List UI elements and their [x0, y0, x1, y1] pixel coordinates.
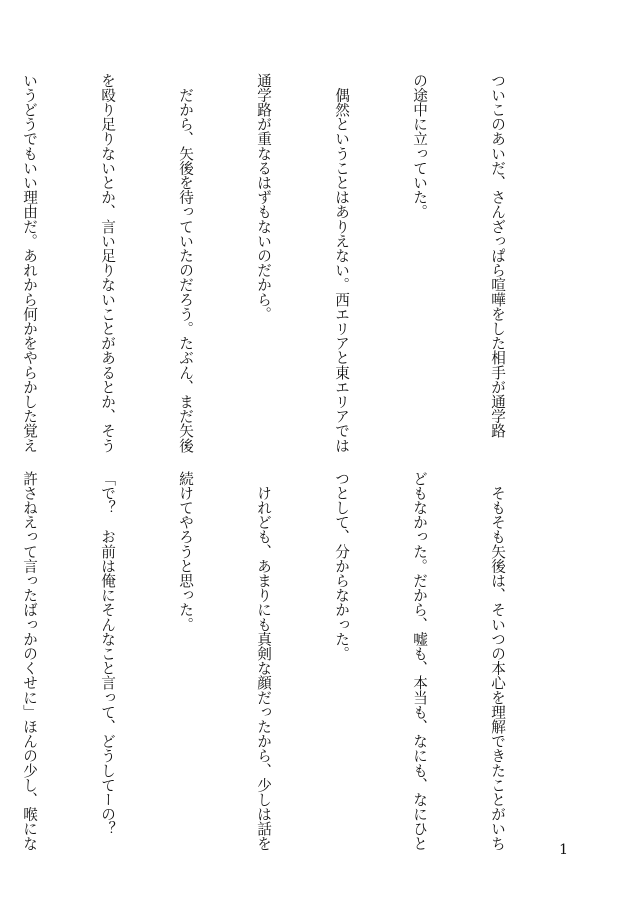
text-line: つとして、分からなかった。 [333, 471, 350, 661]
page-number: 1 [559, 842, 568, 858]
text-line: 続けてやろうと思った。 [177, 471, 194, 632]
text-line: の途中に立っていた。 [411, 73, 428, 219]
text-line: けれども、あまりにも真剣な顔だったから、少しは話を [255, 471, 272, 851]
text-line: ついこのあいだ、さんざっぱら喧嘩をした相手が通学路 [489, 73, 506, 438]
text-line: いうどうでもいい理由だ。あれから何かをやらかした覚え [21, 73, 38, 453]
text-line: だから、矢後を待っていたのだろう。たぶん、まだ矢後 [177, 73, 194, 453]
text-line: 偶然ということはありえない。西エリアと東エリアでは [333, 73, 350, 453]
text-line: どもなかった。だから、嘘も、本当も、なにも、なにひと [411, 471, 428, 851]
text-block-upper [0, 73, 562, 453]
text-line: そもそも矢後は、そいつの本心を理解できたことがいち [489, 471, 506, 851]
text-block-lower [0, 471, 562, 851]
text-line: 許さねえって言ったばっかのくせに」ほんの少し、喉にな [21, 471, 38, 851]
text-line: を殴り足りないとか、言い足りないことがあるとか、そう [99, 73, 116, 453]
text-line: 通学路が重なるはずもないのだから。 [255, 73, 272, 322]
text-line: 「で？ お前は俺にそんなこと言って、どうしてーの？ [99, 471, 116, 836]
